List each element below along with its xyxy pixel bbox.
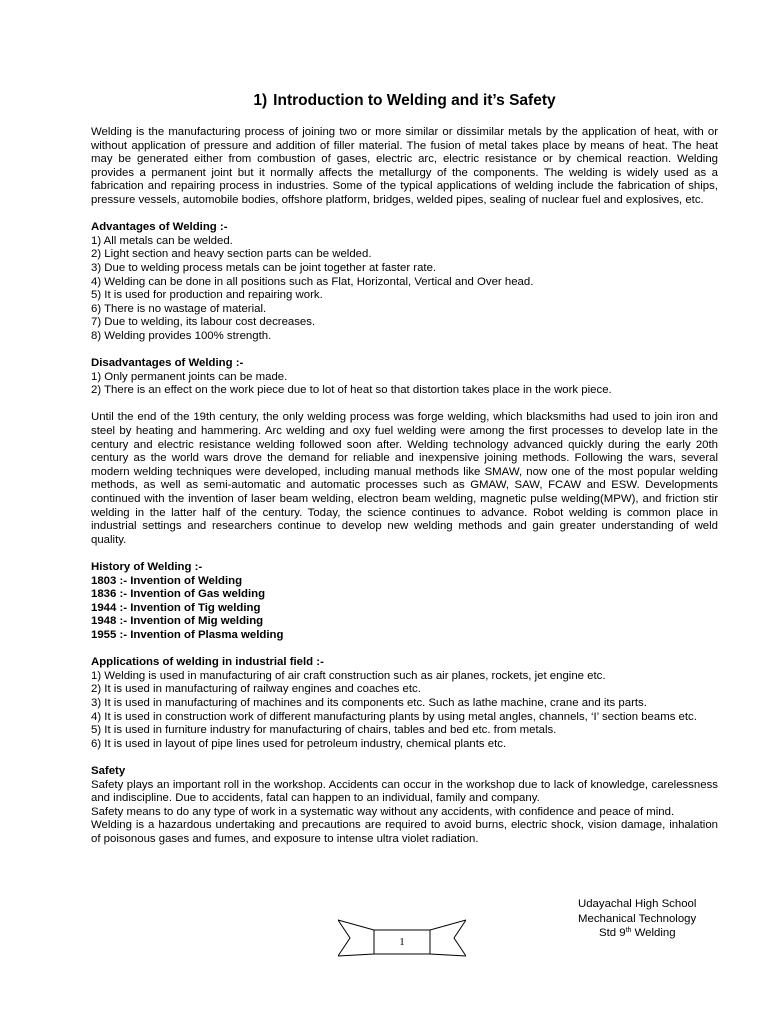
page-number: 1 bbox=[399, 936, 405, 948]
advantage-item: 5) It is used for production and repairing work. bbox=[91, 289, 323, 302]
application-item: 5) It is used in furniture industry for manufacturing of chairs, tables and bed etc. from metals. bbox=[91, 724, 557, 737]
footer-std-sup: th bbox=[625, 927, 632, 935]
history-item: 1836 :- Invention of Gas welding bbox=[91, 588, 266, 601]
safety-paragraph: Safety means to do any type of work in a systematic way without any accidents, with confidence and peace of mind. bbox=[91, 805, 675, 818]
title-text: Introduction to Welding and it’s Safety bbox=[273, 92, 556, 109]
safety-paragraph: Welding is a hazardous undertaking and precautions are required to avoid burns, electric shock, vision damage, inhalation of poisonous gases and fumes, and exposure to intense ultra violet radiation. bbox=[91, 819, 718, 845]
page-title bbox=[91, 92, 718, 110]
application-item: 3) It is used in manufacturing of machines and its components etc. Such as lathe machine, crane and its parts. bbox=[91, 696, 647, 709]
history-item: 1944 :- Invention of Tig welding bbox=[91, 601, 261, 614]
advantage-item: 4) Welding can be done in all positions such as Flat, Horizontal, Vertical and Over head. bbox=[91, 275, 534, 288]
application-item: 2) It is used in manufacturing of railway engines and coaches etc. bbox=[91, 683, 421, 696]
history-item: 1955 :- Invention of Plasma welding bbox=[91, 628, 284, 641]
advantage-item: 8) Welding provides 100% strength. bbox=[91, 329, 272, 342]
history-heading: History of Welding :- bbox=[91, 561, 203, 573]
footer-std-suffix: Welding bbox=[631, 927, 676, 940]
application-item: 1) Welding is used in manufacturing of air craft construction such as air planes, rockets, jet engine etc. bbox=[91, 669, 606, 682]
title-number: 1) bbox=[253, 92, 268, 109]
safety-paragraph: Safety plays an important roll in the workshop. Accidents can occur in the workshop due to lack of knowledge, carelessness and indiscipline. Due to accidents, fatal can happen to an individual, family and company. bbox=[91, 778, 718, 805]
intro-paragraph: Welding is the manufacturing process of joining two or more similar or dissimilar metals by the application of heat, with or without application of pressure and addition of filler material. The fusion of metal takes place by means of heat. The heat may be generated either from combustion of gases, electric arc, electric resistance or by chemical reaction. Welding provides a permanent joint but it normally affects the metallurgy of the components. The welding is widely used as a fabrication and repairing process in industries. Some of the typical applications of welding include the fabrication of ships, pressure vessels, automobile bodies, offshore platform, bridges, welded pipes, sealing of nuclear fuel and explosives, etc. bbox=[91, 126, 718, 206]
document-body bbox=[91, 126, 718, 846]
advantage-item: 2) Light section and heavy section parts can be welded. bbox=[91, 248, 372, 261]
disadvantages-heading: Disadvantages of Welding :- bbox=[91, 357, 244, 370]
advantage-item: 3) Due to welding process metals can be joint together at faster rate. bbox=[91, 261, 437, 274]
history-item: 1948 :- Invention of Mig welding bbox=[91, 615, 264, 628]
advantage-item: 6) There is no wastage of material. bbox=[91, 302, 267, 315]
footer-subject: Mechanical Technology bbox=[578, 912, 697, 925]
safety-heading: Safety bbox=[91, 764, 126, 777]
history-item: 1803 :- Invention of Welding bbox=[91, 574, 243, 587]
application-item: 6) It is used in layout of pipe lines used for petroleum industry, chemical plants etc. bbox=[91, 737, 507, 750]
advantage-item: 7) Due to welding, its labour cost decreases. bbox=[91, 316, 316, 329]
applications-heading: Applications of welding in industrial field :- bbox=[91, 656, 324, 669]
disadvantage-item: 1) Only permanent joints can be made. bbox=[91, 370, 288, 383]
advantages-heading: Advantages of Welding :- bbox=[91, 221, 228, 234]
application-item: 4) It is used in construction work of different manufacturing plants by using metal angles, channels, ‘I’ section beams etc. bbox=[91, 710, 697, 723]
footer-school-info bbox=[578, 897, 718, 941]
disadvantage-item: 2) There is an effect on the work piece due to lot of heat so that distortion takes place in the work piece. bbox=[91, 384, 612, 397]
footer-standard bbox=[578, 926, 718, 941]
advantage-item: 1) All metals can be welded. bbox=[91, 234, 233, 247]
history-paragraph: Until the end of the 19th century, the only welding process was forge welding, which blacksmiths had used to join iron and steel by heating and hammering. Arc welding and oxy fuel welding were among the first processes to develop late in the century and electric resistance welding followed soon after. Welding technology advanced quickly during the early 20th century as the world wars drove the demand for reliable and inexpensive joining methods. Following the wars, several modern welding techniques were developed, including manual methods like SMAW, now one of the most popular welding methods, as well as semi-automatic and automatic processes such as GMAW, SAW, FCAW and ESW. Developments continued with the invention of laser beam welding, electron beam welding, magnetic pulse welding(MPW), and friction stir welding in the latter half of the century. Today, the science continues to advance. Robot welding is common place in industrial settings and researchers continue to develop new welding methods and gain greater understanding of weld quality. bbox=[91, 411, 718, 546]
footer-std-prefix: Std 9 bbox=[599, 927, 626, 940]
footer-school: Udayachal High School bbox=[578, 898, 697, 910]
